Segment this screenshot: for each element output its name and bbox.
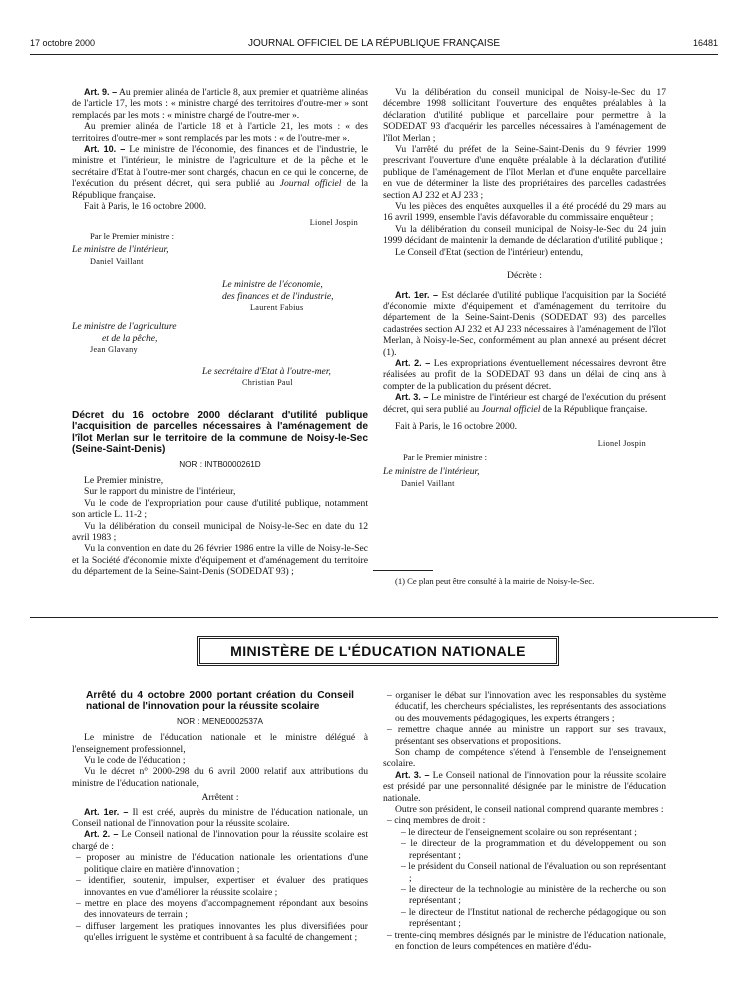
list-item: – organiser le débat sur l'innovation avec les responsables du système éducatif, les chercheurs spécialistes, les représentants des associations ou des mouvements pédagogiques, les experts étrangers ; — [387, 690, 666, 724]
visa-2: Vu l'arrêté du préfet de la Seine-Saint-Denis du 9 février 1999 prescrivant l'ouverture d'une enquête préalable à la déclaration d'utilité publique de l'aménagement de l'îlot Merlan et d'une enquête parcellaire en vue de déterminer la liste des propriétaires des parcelles cadastrées section AJ 232 et AJ 233 ; — [383, 144, 666, 201]
secretary-outremer-block: Le secrétaire d'Etat à l'outre-mer, Christian Paul — [202, 365, 331, 387]
par-premier-ministre: Par le Premier ministre : — [90, 230, 175, 241]
members-list — [383, 815, 666, 952]
arrete-title: Arrêté du 4 octobre 2000 portant création du Conseil national de l'innovation pour la réussite scolaire — [86, 690, 354, 713]
footnote-text: (1) Ce plan peut être consulté à la mairie de Noisy-le-Sec. — [395, 576, 595, 586]
decret-p3: Vu le code de l'expropriation pour cause d'utilité publique, notamment son article L. 11-2 ; — [72, 497, 368, 521]
decret-p4: Vu la délibération du conseil municipal de Noisy-le-Sec en date du 12 avril 1983 ; — [72, 520, 368, 544]
arrete-art3: Art. 3. – Le Conseil national de l'innovation pour la réussite scolaire est présidé par une personnalité désignée par le ministre de l'éducation nationale. — [383, 769, 666, 804]
minister-interior-name: Daniel Vaillant — [90, 256, 144, 266]
list-item: – diffuser largement les pratiques innovantes les plus diversifiées pour qu'elles irriguent le système et contribuent à sa faculté de changement ; — [76, 920, 368, 944]
left-column-top — [72, 87, 368, 388]
decret-left — [72, 410, 368, 578]
right-column-top — [383, 87, 666, 489]
arrete-p2: Vu le code de l'éducation ; — [84, 755, 186, 767]
minister-agriculture-block: Le ministre de l'agriculture et de la pêche, Jean Glavany — [72, 321, 177, 355]
issue-date: 17 octobre 2000 — [30, 38, 96, 48]
list-item: – cinq membres de droit : — [387, 815, 486, 827]
signatory-pm: Lionel Jospin — [309, 218, 358, 228]
art9-paragraph-2: Au premier alinéa de l'article 18 et à l'article 21, les mots : « des territoires d'outre-mer » sont remplacés par les mots : « de l'outre-mer ». — [72, 121, 368, 144]
decret-signatory-pm: Lionel Jospin — [597, 439, 646, 449]
decret-fait: Fait à Paris, le 16 octobre 2000. — [395, 420, 518, 432]
list-item: – le directeur de la programmation et du développement ou son représentant ; — [401, 838, 666, 861]
decret-art2-heading: Art. 2. – — [395, 357, 431, 368]
list-item: – proposer au ministre de l'éducation nationale les orientations d'une politique claire en matière d'innovation ; — [76, 852, 368, 875]
arrete-right — [383, 690, 666, 952]
decret-p5: Vu la convention en date du 26 février 1986 entre la ville de Noisy-le-Sec et la Société d'économie mixte d'équipement et d'aménagement du territoire du département de la Seine-Saint-Denis (SODEDAT 93) ; — [72, 543, 368, 578]
arrete-art2: Art. 2. – Le Conseil national de l'innovation pour la réussite scolaire est chargé de : — [72, 829, 368, 852]
minister-interior-title: Le ministre de l'intérieur, — [72, 244, 169, 256]
footnote — [383, 576, 666, 587]
decret-interior-name: Daniel Vaillant — [401, 478, 455, 488]
decret-art3: Art. 3. – Le ministre de l'intérieur est chargé de l'exécution du présent décret, qui sera publié au Journal officiel de la République française. — [383, 392, 667, 415]
header-rule — [30, 54, 718, 55]
decrete-label: Décrète : — [507, 270, 542, 282]
arrete-p1: Le ministre de l'éducation nationale et le ministre délégué à l'enseignement professionnel, — [72, 732, 368, 755]
visa-5: Le Conseil d'Etat (section de l'intérieur) entendu, — [395, 246, 584, 258]
arrete-art1: Art. 1er. – Il est créé, auprès du ministre de l'éducation nationale, un Conseil national de l'innovation pour la réussite scolaire. — [72, 806, 368, 830]
decret-p1: Le Premier ministre, — [84, 475, 164, 487]
art10-heading: Art. 10. – — [84, 144, 126, 155]
list-item: – le directeur de l'Institut national de recherche pédagogique ou son représentant ; — [401, 906, 666, 930]
arretent-label: Arrêtent : — [201, 792, 239, 804]
arrete-p3: Vu le décret n° 2000-298 du 6 avril 2000 relatif aux attributions du ministre de l'éducation nationale, — [72, 766, 368, 789]
list-item: – identifier, soutenir, impulser, expertiser et évaluer des pratiques innovantes en vue d'améliorer la réussite scolaire ; — [76, 875, 368, 898]
page-number: 16481 — [692, 38, 718, 48]
arrete-art2-list — [72, 852, 368, 943]
list-item: – le directeur de l'enseignement scolaire ou son représentant ; — [401, 826, 637, 838]
decret-art1-heading: Art. 1er. – — [395, 289, 439, 300]
arrete-competence: Son champ de compétence s'étend à l'ensemble de l'enseignement scolaire. — [383, 747, 666, 770]
decret-interior-title: Le ministre de l'intérieur, — [383, 466, 480, 478]
visa-1: Vu la délibération du conseil municipal de Noisy-le-Sec du 17 décembre 1998 sollicitant l'ouverture des enquêtes préalables à la déclaration d'utilité publique et parcellaire pour permettre à la SODEDAT 93 d'acquérir les parcelles nécessaires à l'aménagement de l'îlot Merlan ; — [383, 87, 666, 144]
visa-3: Vu les pièces des enquêtes auxquelles il a été procédé du 29 mars au 16 avril 1999, ensemble l'avis défavorable du commissaire enquêteur ; — [383, 201, 666, 224]
minister-economy-block: Le ministre de l'économie, des finances et de l'industrie, Laurent Fabius — [222, 279, 334, 312]
arrete-art3-heading: Art. 3. – — [395, 769, 430, 780]
footnote-rule — [373, 570, 433, 571]
list-item: – remettre chaque année au ministre un rapport sur ses travaux, présentant ses observations et propositions. — [387, 724, 666, 747]
art9-paragraph: Art. 9. – Au premier alinéa de l'article 8, aux premier et quatrième alinéas de l'article 17, les mots : « ministre chargé des territoires d'outre-mer » sont remplacés par les mots : « ministre chargé de l'outre-mer ». — [72, 87, 368, 121]
fait-a-paris: Fait à Paris, le 16 octobre 2000. — [84, 201, 207, 213]
decret-nor: NOR : INTB0000261D — [179, 459, 261, 469]
decret-art1: Art. 1er. – Est déclarée d'utilité publique l'acquisition par la Société d'économie mixte d'équipement et d'aménagement du territoire du département de la Seine-Saint-Denis (SODEDAT 93) des parcelles cadastrées section AJ 232 et AJ 233 nécessaires à l'aménagement de l'îlot Merlan, à Noisy-le-Sec, conformément au plan annexé au présent décret (1). — [383, 289, 666, 358]
decret-art2: Art. 2. – Les expropriations éventuellement nécessaires devront être réalisées au profit de la SODEDAT 93 dans un délai de cinq ans à compter de la publication du présent décret. — [383, 357, 666, 392]
arrete-art2-heading: Art. 2. – — [84, 829, 119, 840]
art9-heading: Art. 9. – — [84, 87, 118, 97]
section-title: MINISTÈRE DE L'ÉDUCATION NATIONALE — [230, 643, 526, 659]
section-rule — [30, 617, 718, 618]
visa-4: Vu la délibération du conseil municipal de Noisy-le-Sec du 24 juin 1999 décidant de maintenir la demande de déclaration d'utilité publique ; — [383, 223, 666, 247]
arrete-art1-heading: Art. 1er. – — [84, 806, 129, 817]
journal-title: JOURNAL OFFICIEL DE LA RÉPUBLIQUE FRANÇAISE — [247, 38, 501, 49]
page-header — [30, 38, 718, 52]
decret-p2: Sur le rapport du ministre de l'intérieur, — [84, 486, 236, 498]
arrete-nor: NOR : MENE0002537A — [176, 716, 263, 726]
list-item: – le directeur de la technologie au ministère de la recherche ou son représentant ; — [401, 883, 666, 907]
list-item: – trente-cinq membres désignés par le ministre de l'éducation nationale, en fonction de leurs compétences en matière d'édu- — [387, 929, 666, 952]
decret-par-pm: Par le Premier ministre : — [403, 451, 488, 462]
arrete-right-list — [383, 690, 666, 747]
decret-title: Décret du 16 octobre 2000 déclarant d'utilité publique l'acquisition de parcelles nécessaires à l'aménagement de l'îlot Merlan sur le territoire de la commune de Noisy-le-Sec (Seine-Saint-Denis) — [72, 410, 368, 456]
art10-paragraph: Art. 10. – Le ministre de l'économie, des finances et de l'industrie, le ministre et l'intérieur, le ministre de l'agriculture et de la pêche et le secrétaire d'Etat à l'outre-mer sont chargés, chacun en ce qui le concerne, de l'exécution du présent décret, qui sera publié au Journal officiel de la République française. — [72, 144, 369, 201]
arrete-left — [72, 690, 368, 944]
decret-art3-heading: Art. 3. – — [395, 392, 429, 403]
section-title-box — [197, 636, 559, 666]
list-item: – mettre en place des moyens d'accompagnement répondant aux besoins des innovateurs de terrain ; — [76, 897, 368, 921]
list-item: – le président du Conseil national de l'évaluation ou son représentant ; — [401, 861, 666, 884]
arrete-outre: Outre son président, le conseil national comprend quarante membres : — [395, 804, 664, 816]
